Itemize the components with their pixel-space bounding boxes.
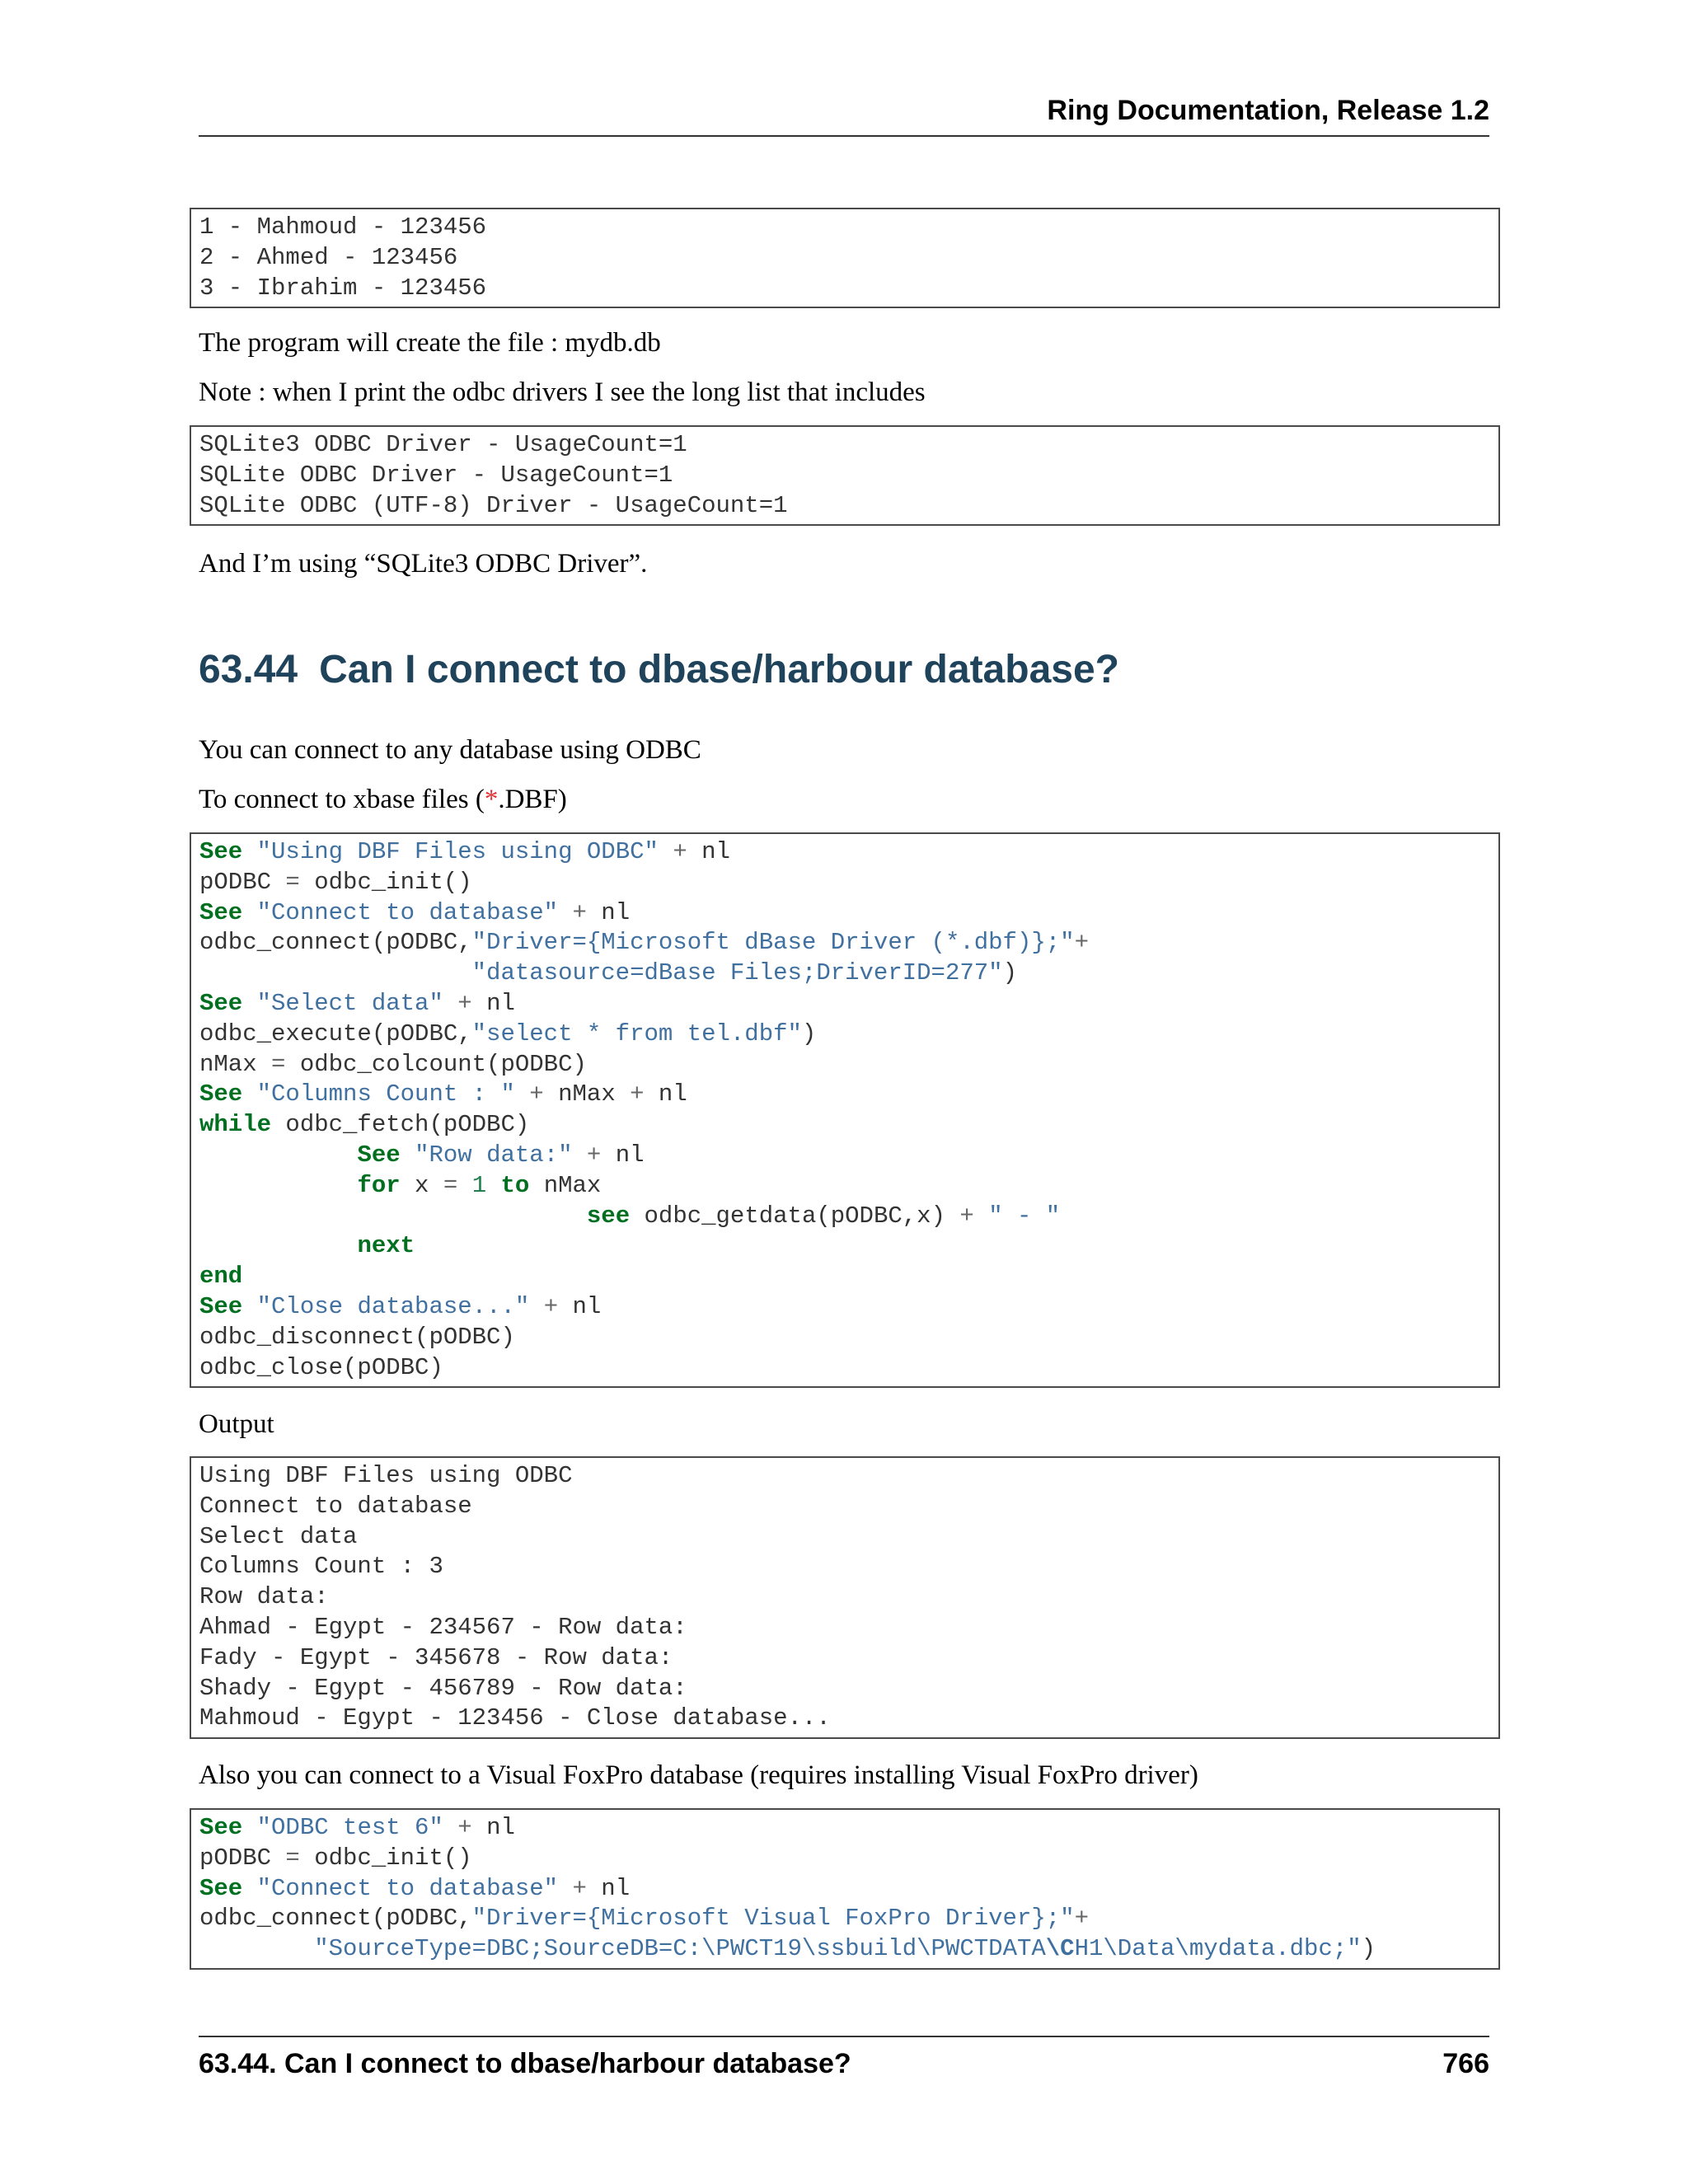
code-line: [199, 1171, 1490, 1202]
code-token: See: [199, 1080, 243, 1108]
code-token: [199, 959, 472, 987]
code-token: nl: [471, 989, 515, 1017]
code-token: +: [457, 1814, 472, 1841]
paragraph-xbase-files: [199, 781, 1489, 818]
code-token: [974, 1202, 988, 1230]
output-line: 2 - Ahmed - 123456: [199, 243, 458, 271]
code-line: [199, 1080, 1490, 1110]
code-token: [242, 990, 256, 1017]
code-line: [199, 837, 1490, 868]
code-token: See: [199, 1874, 243, 1902]
code-token: "Close database...": [256, 1292, 530, 1320]
code-token: nl: [644, 1080, 687, 1108]
code-token: [486, 1172, 500, 1199]
code-token: odbc_connect(pODBC,: [199, 929, 472, 957]
code-line: [199, 1141, 1490, 1171]
output-line: Fady - Egypt - 345678 - Row data:: [199, 1643, 673, 1671]
code-line: [199, 1323, 1490, 1353]
code-token: [573, 1141, 587, 1169]
code-line: [199, 1050, 1490, 1080]
code-token: +: [1074, 929, 1089, 957]
code-token: [199, 1935, 314, 1962]
output-line: 1 - Mahmoud - 123456: [199, 213, 487, 241]
code-line: [199, 1844, 1490, 1874]
code-token: +: [1074, 1905, 1089, 1933]
code-token: odbc_connect(pODBC,: [199, 1905, 472, 1933]
code-token: =: [285, 1844, 300, 1872]
code-token: +: [572, 1874, 587, 1902]
code-token: [199, 1172, 357, 1199]
code-token: +: [543, 1292, 559, 1320]
page-number: 766: [1442, 2048, 1489, 2079]
code-token: ): [801, 1019, 817, 1047]
code-token: while: [199, 1111, 272, 1139]
paragraph-file-created: The program will create the file : mydb.db: [199, 328, 661, 358]
code-token: +: [572, 898, 587, 926]
running-header: Ring Documentation, Release 1.2: [199, 92, 1489, 137]
code-token: See: [199, 1292, 243, 1320]
wildcard-star: *: [484, 785, 499, 814]
paragraph-any-database: You can connect to any database using ODBC: [199, 735, 701, 765]
code-token: "Using DBF Files using ODBC": [256, 838, 659, 865]
output-block-drivers: [190, 425, 1500, 526]
code-token: +: [630, 1080, 645, 1108]
output-line: Row data:: [199, 1583, 329, 1611]
code-token: odbc_init(): [299, 868, 472, 896]
code-line: [199, 1202, 1490, 1232]
code-token: "Connect to database": [256, 898, 559, 926]
output-line: Ahmad - Egypt - 234567 - Row data:: [199, 1613, 687, 1641]
code-line: [199, 868, 1490, 898]
code-token: odbc_getdata(pODBC,x): [630, 1202, 960, 1230]
paragraph-driver-used: And I’m using “SQLite3 ODBC Driver”.: [199, 549, 648, 579]
code-token: +: [673, 838, 687, 865]
code-token: pODBC: [199, 868, 286, 896]
code-token: odbc_colcount(pODBC): [285, 1050, 587, 1078]
code-line: [199, 1904, 1490, 1934]
code-line: [199, 1231, 1490, 1262]
paragraph-foxpro: Also you can connect to a Visual FoxPro database (requires installing Visual FoxPro driver): [199, 1760, 1198, 1790]
output-line: SQLite3 ODBC Driver - UsageCount=1: [199, 431, 687, 458]
output-line: Mahmoud - Egypt - 123456 - Close database...: [199, 1704, 831, 1732]
code-token: next: [357, 1232, 415, 1260]
code-token: nMax: [543, 1080, 631, 1108]
code-token: for: [357, 1171, 401, 1199]
code-token: [242, 1293, 256, 1320]
code-token: See: [357, 1141, 401, 1169]
code-token: nMax: [199, 1050, 272, 1078]
code-token: nl: [558, 1292, 602, 1320]
code-token: " - ": [988, 1202, 1061, 1230]
output-line: Columns Count : 3: [199, 1553, 443, 1581]
code-token: See: [199, 898, 243, 926]
code-line: [199, 928, 1490, 958]
code-token: H1\Data\mydata.dbc;": [1074, 1935, 1362, 1963]
code-token: [443, 990, 457, 1017]
code-token: "datasource=dBase Files;DriverID=277": [471, 959, 1003, 987]
code-token: "Row data:": [415, 1141, 573, 1169]
code-token: odbc_execute(pODBC,: [199, 1019, 472, 1047]
code-token: [558, 1875, 572, 1902]
running-footer: [199, 2036, 1489, 2082]
xbase-text-start: To connect to xbase files (: [199, 785, 485, 814]
code-token: ): [1361, 1935, 1376, 1963]
code-line: [199, 958, 1490, 989]
output-line: SQLite ODBC (UTF-8) Driver - UsageCount=1: [199, 491, 788, 519]
code-token: "ODBC test 6": [256, 1814, 443, 1841]
code-token: +: [586, 1141, 602, 1169]
code-token: nl: [586, 1874, 631, 1902]
code-token: x: [400, 1171, 443, 1199]
code-token: end: [199, 1263, 243, 1291]
code-token: [457, 1172, 471, 1199]
code-token: "Connect to database": [256, 1874, 559, 1902]
code-token: "select * from tel.dbf": [471, 1019, 802, 1047]
code-token: "SourceType=DBC;SourceDB=C:\PWCT19\ssbuild\PWCTDATA: [314, 1935, 1046, 1963]
code-token: [199, 1202, 587, 1230]
code-line: [199, 1813, 1490, 1844]
code-block-foxpro: [190, 1808, 1500, 1970]
code-token: to: [500, 1171, 530, 1199]
code-token: odbc_close(pODBC): [199, 1353, 443, 1381]
code-token: \C: [1045, 1935, 1075, 1963]
code-token: nMax: [529, 1171, 602, 1199]
code-token: [515, 1080, 529, 1108]
code-line: [199, 1110, 1490, 1141]
code-token: [199, 1232, 357, 1259]
code-token: "Driver={Microsoft Visual FoxPro Driver};": [471, 1905, 1075, 1933]
output-line: Connect to database: [199, 1492, 472, 1520]
code-token: odbc_disconnect(pODBC): [199, 1323, 515, 1351]
code-token: [242, 1080, 256, 1108]
code-line: [199, 1292, 1490, 1323]
code-line: [199, 1353, 1490, 1384]
paragraph-output-label: Output: [199, 1409, 274, 1439]
code-token: nl: [586, 898, 631, 926]
code-token: =: [271, 1050, 286, 1078]
code-token: see: [586, 1202, 631, 1230]
output-line: Select data: [199, 1522, 358, 1550]
output-block-dbf: [190, 1456, 1500, 1739]
section-heading: [199, 645, 1489, 695]
code-line: [199, 1934, 1490, 1965]
code-token: +: [529, 1080, 544, 1108]
code-token: +: [457, 989, 472, 1017]
code-line: [199, 1874, 1490, 1905]
section-number: 63.44: [199, 648, 298, 691]
output-line: SQLite ODBC Driver - UsageCount=1: [199, 461, 673, 489]
code-line: [199, 1262, 1490, 1292]
code-token: [401, 1141, 415, 1169]
code-token: [242, 838, 256, 865]
code-token: "Select data": [256, 989, 443, 1017]
xbase-text-end: .DBF): [498, 785, 567, 814]
code-token: "Driver={Microsoft dBase Driver (*.dbf)};": [471, 929, 1075, 957]
code-token: +: [959, 1202, 974, 1230]
output-line: Using DBF Files using ODBC: [199, 1462, 573, 1489]
code-token: See: [199, 989, 243, 1017]
code-token: See: [199, 1814, 243, 1841]
code-token: See: [199, 838, 243, 865]
code-token: [242, 1875, 256, 1902]
code-token: odbc_fetch(pODBC): [271, 1111, 530, 1139]
code-block-dbf: [190, 832, 1500, 1388]
code-token: "Columns Count : ": [256, 1080, 515, 1108]
code-line: [199, 989, 1490, 1019]
code-token: 1: [471, 1171, 487, 1199]
code-token: [558, 899, 572, 926]
code-line: [199, 1019, 1490, 1050]
output-block-users: [190, 208, 1500, 308]
code-token: nl: [601, 1141, 645, 1169]
paragraph-odbc-note: Note : when I print the odbc drivers I see the long list that includes: [199, 377, 926, 407]
output-line: Shady - Egypt - 456789 - Row data:: [199, 1674, 687, 1702]
code-line: [199, 898, 1490, 929]
code-token: [199, 1141, 357, 1169]
code-token: [242, 1814, 256, 1841]
code-token: [443, 1814, 457, 1841]
footer-section-ref: 63.44. Can I connect to dbase/harbour database?: [199, 2048, 851, 2079]
code-token: nl: [471, 1814, 515, 1841]
code-token: [529, 1293, 543, 1320]
code-token: nl: [687, 838, 730, 865]
code-token: =: [443, 1171, 458, 1199]
code-token: pODBC: [199, 1844, 286, 1872]
code-token: =: [285, 868, 300, 896]
output-line: 3 - Ibrahim - 123456: [199, 274, 487, 302]
code-token: odbc_init(): [299, 1844, 472, 1872]
code-token: ): [1002, 959, 1017, 987]
code-token: [242, 899, 256, 926]
section-title: Can I connect to dbase/harbour database?: [319, 648, 1119, 691]
code-token: [659, 838, 673, 865]
